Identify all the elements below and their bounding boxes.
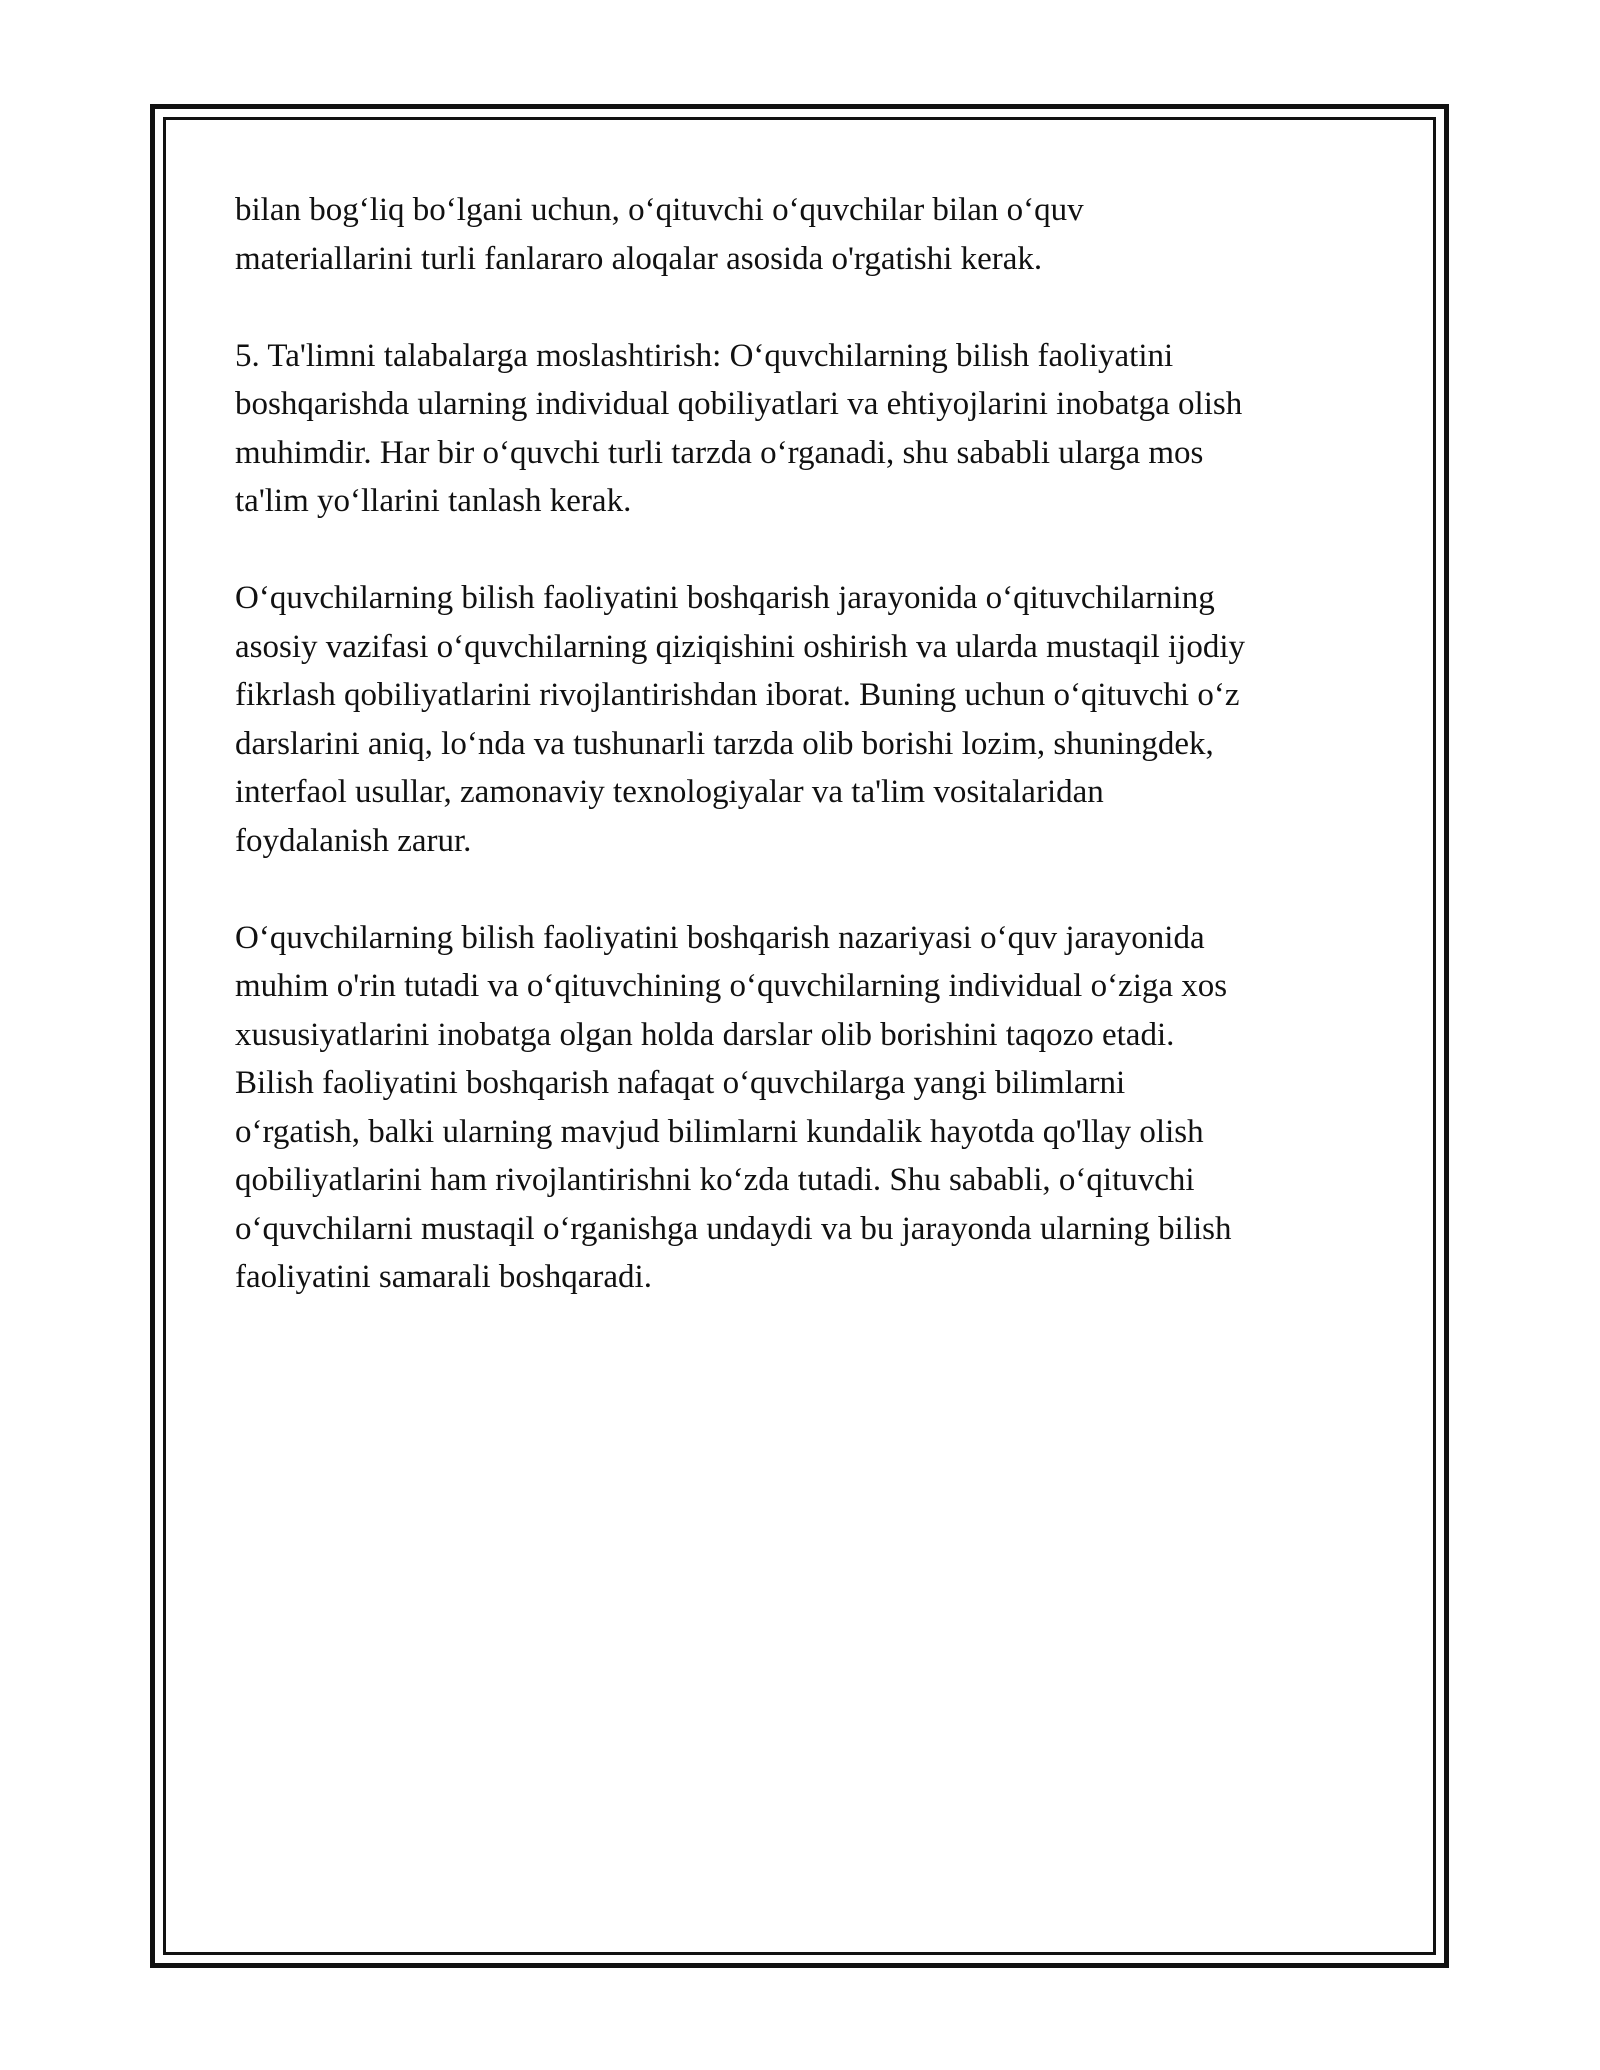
paragraph-theory: O‘quvchilarning bilish faoliyatini boshqarish nazariyasi o‘quv jarayonida muhim o'rin tutadi va o‘qituvchining o‘quvchilarning individual o‘ziga xos xususiyatlarini inobatga olgan holda darslar olib borishini taqozo etadi. Bilish faoliyatini boshqarish nafaqat o‘quvchilarga yangi bilimlarni o‘rgatish, balki ularning mavjud bilimlarni kundalik hayotda qo'llay olish qobiliyatlarini ham rivojlantirishni ko‘zda tutadi. Shu sababli, o‘qituvchi o‘quvchilarni mustaqil o‘rganishga undaydi va bu jarayonda ularning bilish faoliyatini samarali boshqaradi. xyxy=(235,919,1232,1295)
paragraph-item-5: 5. Ta'limni talabalarga moslashtirish: O‘quvchilarning bilish faoliyatini boshqarishda ularning individual qobiliyatlari va ehtiyojlarini inobatga olish muhimdir. Har bir o‘quvchi turli tarzda o‘rganadi, shu sababli ularga mos ta'lim yo‘llarini tanlash kerak. xyxy=(235,337,1243,519)
paragraph-continuation: bilan bog‘liq bo‘lgani uchun, o‘qituvchi o‘quvchilar bilan o‘quv materiallarini turli fanlararo aloqalar asosida o'rgatishi kerak. xyxy=(235,192,1084,277)
document-body xyxy=(235,186,1375,1350)
paragraph-main-task: O‘quvchilarning bilish faoliyatini boshqarish jarayonida o‘qituvchilarning asosiy vazifasi o‘quvchilarning qiziqishini oshirish va ularda mustaqil ijodiy fikrlash qobiliyatlarini rivojlantirishdan iborat. Buning uchun o‘qituvchi o‘z darslarini aniq, lo‘nda va tushunarli tarzda olib borishi lozim, shuningdek, interfaol usullar, zamonaviy texnologiyalar va ta'lim vositalaridan foydalanish zarur. xyxy=(235,580,1245,859)
